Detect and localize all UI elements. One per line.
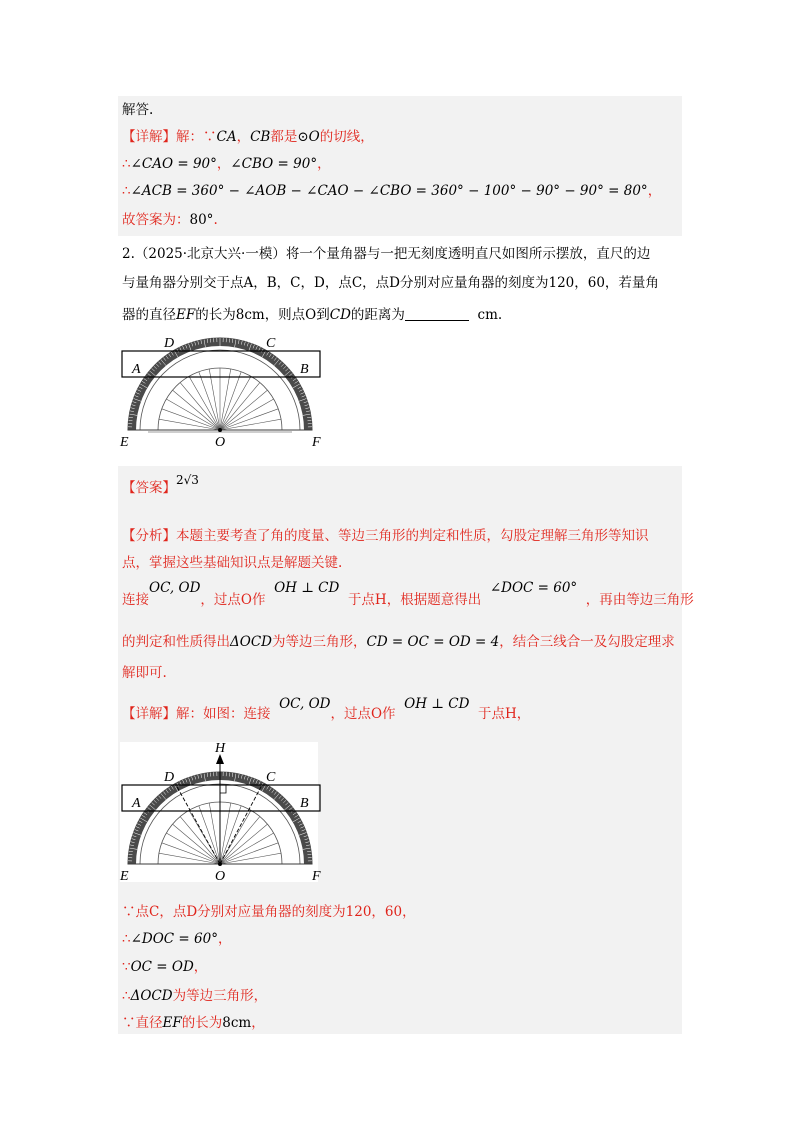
answer-pre: 故答案为：	[122, 212, 190, 228]
step-line4	[122, 986, 267, 1006]
label-b-1: B	[300, 362, 309, 377]
center-point-2	[218, 862, 222, 866]
therefore-symbol: ∴	[122, 183, 131, 199]
analysis-tag: 【分析】	[122, 528, 176, 544]
problem-number: 2.	[122, 246, 135, 262]
detail-line1	[122, 696, 531, 724]
label-d-1: D	[164, 336, 175, 351]
separator: ，	[317, 156, 331, 172]
problem-source: （2025·北京大兴·一模）	[134, 246, 286, 262]
label-f-2: F	[312, 869, 321, 884]
text: 于点H，根据题意得出	[347, 592, 482, 608]
math-cao: ∠CAO = 90°	[130, 156, 217, 172]
answer-value: 80°	[189, 212, 214, 228]
problem-text: 将一个量角器与一把无刻度透明直尺如图所示摆放，直尺的边	[285, 246, 651, 262]
text: 器的直径	[122, 307, 176, 323]
problem-line1	[122, 244, 650, 264]
problem-line3	[122, 305, 502, 325]
math-acb-calc: ∠ACB = 360° − ∠AOB − ∠CAO − ∠CBO = 360° − 100° − 90° − 90° = 80°	[130, 183, 648, 199]
math-ef: EF	[176, 307, 196, 323]
text: ，则点O到	[264, 307, 330, 323]
prev-solution-line1	[122, 127, 374, 147]
text: 的距离为	[350, 307, 405, 323]
because-symbol: ∵	[122, 1015, 136, 1031]
label-o-1: O	[215, 435, 226, 450]
math-doc-60: ∠DOC = 60°	[130, 931, 218, 947]
center-point-1	[218, 428, 222, 432]
because-symbol: ∵	[203, 129, 217, 145]
math-ef: EF	[162, 1015, 182, 1031]
math-oh-perp-cd: OH ⊥ CD	[404, 696, 470, 712]
math-8cm: 8cm	[222, 1015, 252, 1031]
math-oc-od: OC, OD	[279, 696, 331, 712]
separator: ，	[216, 156, 231, 172]
label-c-1: C	[266, 336, 276, 351]
separator: ，	[251, 1015, 265, 1031]
label-a-2: A	[132, 796, 141, 811]
text: 都是	[270, 129, 298, 145]
label-e-2: E	[120, 869, 129, 884]
math-cb: CB	[250, 129, 271, 145]
therefore-symbol: ∴	[122, 931, 131, 947]
step-line2	[122, 929, 231, 949]
label-b-2: B	[300, 796, 309, 811]
prev-solution-answer	[122, 210, 218, 230]
analysis-line1	[122, 526, 649, 546]
label-a-1: A	[132, 362, 141, 377]
math-oc-od: OC, OD	[149, 580, 201, 596]
math-cd-oc-od-4: CD = OC = OD = 4	[366, 634, 500, 650]
math-cbo: ∠CBO = 90°	[230, 156, 318, 172]
therefore-symbol: ∴	[122, 988, 131, 1004]
step-text: 的长为	[181, 1015, 223, 1031]
text: 于点H，	[478, 706, 531, 722]
analysis-line4	[122, 632, 675, 652]
protractor-body-1	[128, 338, 312, 432]
math-oh-perp-cd: OH ⊥ CD	[274, 580, 340, 596]
label-e-1: E	[120, 435, 129, 450]
label-o-2: O	[215, 869, 226, 884]
problem-line2: 与量角器分别交于点A，B，C，D，点C，点D分别对应量角器的刻度为120，60，若量角	[122, 275, 659, 291]
text: ，再由等边三角形	[585, 592, 694, 608]
period: .	[497, 307, 503, 323]
answer-line	[122, 473, 199, 498]
analysis-line3	[122, 580, 694, 610]
step-text: 为等边三角形，	[172, 988, 268, 1004]
text: 的切线，	[319, 129, 374, 145]
text: 的长为	[195, 307, 236, 323]
separator: ，	[217, 931, 232, 947]
detail-tag: 【详解】	[122, 129, 176, 145]
math-ca: CA	[216, 129, 237, 145]
answer-blank	[405, 306, 469, 321]
text: 的判定和性质得出	[122, 634, 230, 650]
detail-pre: 解：	[176, 129, 203, 145]
step-text: 直径	[135, 1015, 163, 1031]
analysis-line2: 点，掌握这些基础知识点是解题关键.	[122, 555, 343, 571]
separator: ，	[647, 183, 662, 199]
math-circle-o: ⊙O	[297, 129, 320, 145]
text: ，过点O作	[200, 592, 266, 608]
text: 连接	[122, 592, 149, 608]
label-c-2: C	[266, 770, 276, 785]
text: 解：如图：连接	[176, 706, 271, 722]
protractor-figure-2	[118, 740, 328, 886]
answer-tag: 【答案】	[122, 480, 176, 496]
step-line5	[122, 1013, 265, 1033]
protractor-figure-1	[118, 330, 328, 452]
analysis-line5: 解即可.	[122, 665, 167, 681]
label-d-2: D	[164, 770, 175, 785]
text: ，结合三线合一及勾股定理求	[499, 634, 675, 650]
math-cd: CD	[329, 307, 351, 323]
because-symbol: ∵	[122, 904, 136, 920]
math-doc-60: ∠DOC = 60°	[489, 580, 578, 596]
prev-solution-line3	[122, 181, 661, 201]
answer-value: 2√3	[176, 473, 199, 487]
because-symbol: ∵	[122, 959, 131, 975]
math-8cm: 8cm	[235, 307, 265, 323]
separator: ，	[193, 959, 208, 975]
prev-solution-line0: 解答.	[122, 102, 154, 118]
label-h-2: H	[215, 741, 226, 756]
detail-tag: 【详解】	[122, 706, 176, 722]
text: 为等边三角形，	[271, 634, 367, 650]
step-line3	[122, 957, 207, 977]
separator: ，	[236, 129, 251, 145]
label-f-1: F	[312, 435, 321, 450]
text: ，过点O作	[330, 706, 396, 722]
math-triangle-ocd: ΔOCD	[130, 988, 173, 1004]
math-triangle-ocd: ΔOCD	[230, 634, 272, 650]
step-line1	[122, 902, 416, 922]
period: .	[213, 212, 218, 228]
therefore-symbol: ∴	[122, 156, 131, 172]
step-text: 点C，点D分别对应量角器的刻度为120，60，	[135, 904, 416, 920]
math-oc-eq-od: OC = OD	[130, 959, 194, 975]
unit: cm	[477, 307, 498, 323]
prev-solution-line2	[122, 154, 331, 174]
analysis-text: 本题主要考查了角的度量、等边三角形的判定和性质，勾股定理解三角形等知识	[176, 528, 649, 544]
